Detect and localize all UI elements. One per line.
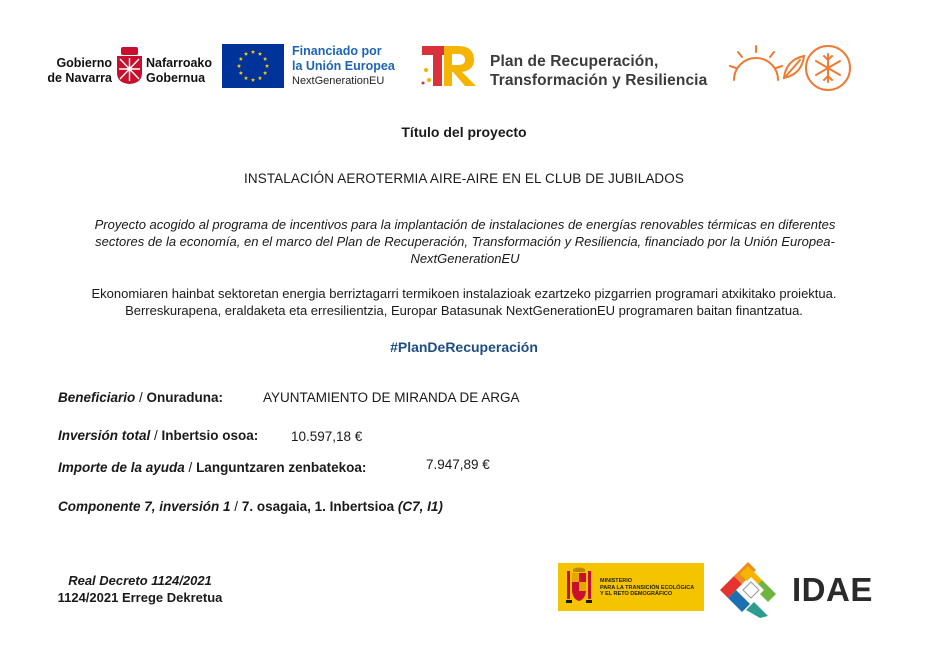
navarra-shield-icon	[116, 47, 143, 85]
eu-text-line1: Financiado por	[292, 44, 382, 58]
ministry-line: PARA LA TRANSICIÓN ECOLÓGICA	[600, 584, 695, 591]
grant-label-es: Importe de la ayuda	[58, 460, 185, 475]
navarra-es-line2: de Navarra	[47, 71, 112, 85]
project-name: INSTALACIÓN AEROTERMIA AIRE-AIRE EN EL CLUB DE JUBILADOS	[244, 171, 684, 186]
plan-recuperacion-text	[490, 52, 707, 90]
component-row	[58, 499, 443, 514]
program-description-es	[70, 216, 860, 267]
grant-label-eu: Languntzaren zenbatekoa:	[196, 460, 367, 475]
plan-hashtag: #PlanDeRecuperación	[390, 339, 538, 355]
ministry-logo	[558, 563, 704, 611]
program-es-line: NextGenerationEU	[410, 251, 520, 266]
sun-leaf-snowflake-icon	[728, 40, 858, 96]
beneficiary-label-es: Beneficiario	[58, 390, 136, 405]
plan-line2: Transformación y Resiliencia	[490, 72, 708, 89]
idae-wordmark: IDAE	[792, 571, 873, 608]
eu-funding-logo	[222, 44, 412, 90]
label-separator: /	[150, 428, 162, 443]
navarra-logo	[40, 44, 220, 90]
royal-decree	[40, 572, 240, 606]
program-es-line: Proyecto acogido al programa de incentivos para la implantación de instalaciones de energías renovables térmicas en diferentes	[94, 217, 836, 232]
ministry-line: Y EL RETO DEMOGRÁFICO	[600, 591, 673, 597]
program-eu-line: Berreskurapena, eraldaketa eta erresilientzia, Europar Batasunak NextGenerationEU programaren baitan finantzatua.	[125, 303, 803, 318]
plan-line1: Plan de Recuperación,	[490, 53, 659, 70]
eu-text-line2: la Unión Europea	[292, 59, 395, 73]
spain-crest-icon	[564, 567, 594, 607]
beneficiary-row	[58, 390, 520, 405]
beneficiary-value: AYUNTAMIENTO DE MIRANDA DE ARGA	[263, 390, 520, 405]
prtr-logo-icon	[418, 40, 478, 92]
eu-text-line3: NextGenerationEU	[292, 75, 385, 87]
program-description-eu	[40, 285, 888, 319]
navarra-name-es	[40, 56, 112, 86]
investment-label-es: Inversión total	[58, 428, 151, 443]
project-title-label: Título del proyecto	[401, 124, 527, 140]
eu-flag-icon	[222, 44, 284, 88]
grant-value: 7.947,89 €	[426, 457, 490, 472]
grant-row	[58, 457, 490, 475]
program-es-line: sectores de la economía, en el marco del Plan de Recuperación, Transformación y Resiliencia, financiado por la Unión Europea-	[95, 234, 835, 249]
idae-knot-icon	[716, 562, 786, 618]
navarra-eu-line2: Gobernua	[146, 71, 206, 85]
component-code: (C7, I1)	[397, 499, 443, 514]
investment-row	[58, 428, 363, 444]
component-label-eu: 7. osagaia, 1. Inbertsioa	[241, 499, 395, 514]
navarra-name-eu	[146, 56, 226, 86]
navarra-eu-line1: Nafarroako	[146, 56, 212, 70]
ministry-text	[600, 578, 694, 598]
investment-label-eu: Inbertsio osoa:	[161, 428, 259, 443]
investment-value: 10.597,18 €	[291, 429, 363, 444]
beneficiary-label-eu: Onuraduna:	[146, 390, 224, 405]
decree-es: Real Decreto 1124/2021	[68, 573, 212, 588]
ministry-line: MINISTERIO	[600, 578, 633, 584]
decree-eu: 1124/2021 Errege Dekretua	[57, 590, 223, 605]
label-separator: /	[135, 390, 147, 405]
idae-logo	[716, 562, 873, 618]
navarra-es-line1: Gobierno	[56, 56, 112, 70]
program-eu-line: Ekonomiaren hainbat sektoretan energia berriztagarri termikoen instalazioak ezartzeko pizgarrien programari atxikitako proiektua.	[91, 286, 837, 301]
component-label-es: Componente 7, inversión 1	[58, 499, 231, 514]
label-separator: /	[230, 499, 242, 514]
label-separator: /	[184, 460, 197, 475]
